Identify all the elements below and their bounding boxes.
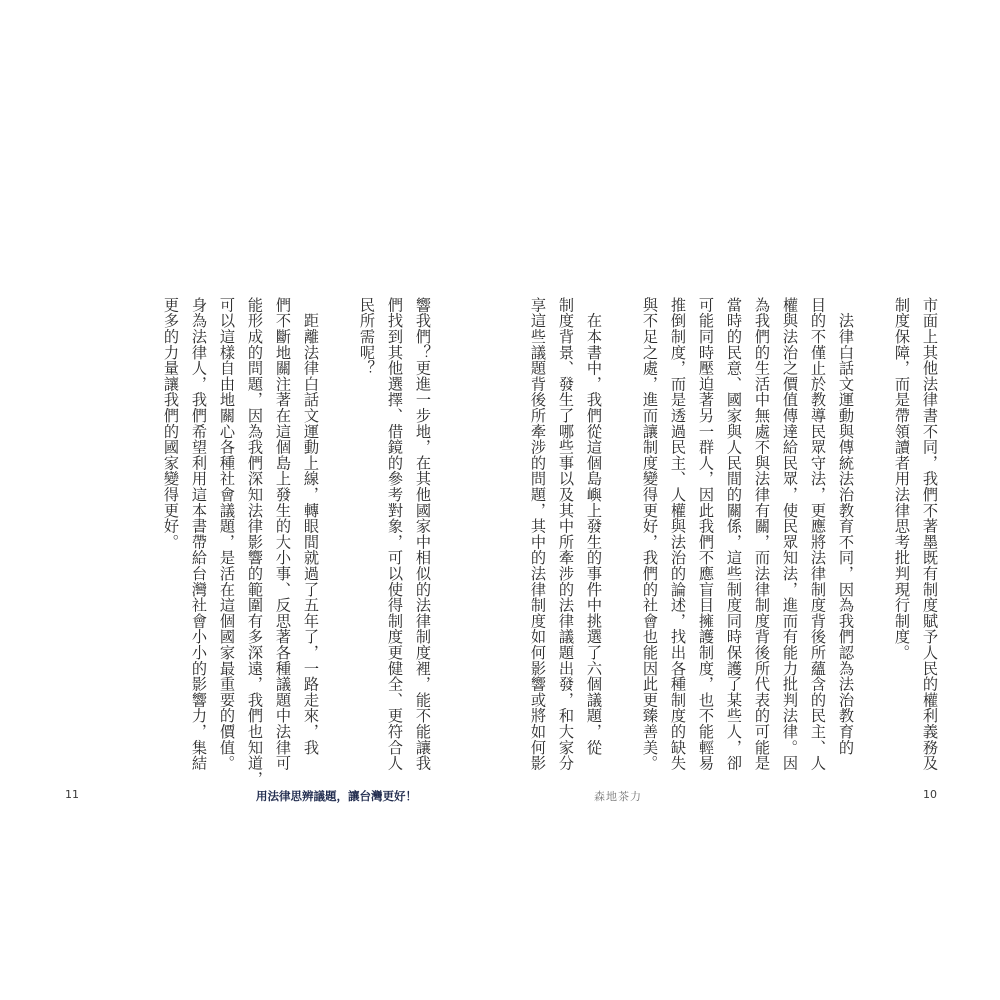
right-page-line-11: 與不足之處，進而讓制度變得更好，我們的社會也能因此更臻善美。 — [641, 297, 659, 771]
running-title: 用法律思辨議題，讓台灣更好！ — [256, 789, 417, 803]
right-page-number: 10 — [923, 788, 937, 801]
right-page-line-9: 可能同時壓迫著另一群人，因此我們不應盲目擁護制度，也不能輕易 — [697, 297, 715, 771]
left-page-line-10: 更多的力量讓我們的國家變得更好。 — [162, 297, 180, 550]
left-page-line-4 — [325, 297, 353, 717]
left-page-line-1: 響我們？更進一步地，在其他國家中相似的法律制度裡，能不能讓我 — [414, 297, 432, 771]
right-page-line-12 — [608, 297, 636, 717]
left-page-number: 11 — [65, 788, 79, 801]
left-page-line-5: 距離法律白話文運動上線，轉眼間就過了五年了，一路走來，我 — [302, 297, 320, 756]
right-page-line-10: 推倒制度，而是透過民主、人權與法治的論述，找出各種制度的缺失 — [669, 297, 687, 771]
right-page-line-8: 當時的民意、國家與人民間的關係，這些制度同時保護了某些人，卻 — [725, 297, 743, 771]
right-page-line-1: 市面上其他法律書不同，我們不著墨既有制度賦予人民的權利義務及 — [921, 297, 939, 771]
running-logo: 森地茶力 — [594, 790, 642, 803]
left-page-line-7: 能形成的問題，因為我們深知法律影響的範圍有多深遠，我們也知道， — [246, 297, 264, 787]
right-page-line-6: 權與法治之價值傳達給民眾，使民眾知法，進而有能力批判法律。因 — [781, 297, 799, 771]
right-page-line-2: 制度保障，而是帶領讀者用法律思考批判現行制度。 — [893, 297, 911, 661]
right-page-line-3 — [860, 297, 888, 717]
left-page-line-8: 可以這樣自由地關心各種社會議題，是活在這個國家最重要的價值。 — [218, 297, 236, 771]
right-page-line-13: 在本書中，我們從這個島嶼上發生的事件中挑選了六個議題，從 — [585, 297, 603, 756]
left-page-line-3: 民所需呢？ — [358, 297, 376, 376]
left-page-line-9: 身為法律人，我們希望利用這本書帶給台灣社會小小的影響力，集結 — [190, 297, 208, 771]
right-page-line-15: 享這些議題背後所牽涉的問題，其中的法律制度如何影響或將如何影 — [529, 297, 547, 771]
right-page-line-14: 制度背景、發生了哪些事以及其中所牽涉的法律議題出發，和大家分 — [557, 297, 575, 771]
left-page-line-2: 們找到其他選擇、借鏡的參考對象，可以使得制度更健全、更符合人 — [386, 297, 404, 771]
right-page-line-4: 法律白話文運動與傳統法治教育不同，因為我們認為法治教育的 — [837, 297, 855, 756]
right-page-line-5: 目的不僅止於教導民眾守法，更應將法律制度背後所蘊含的民主、人 — [809, 297, 827, 771]
left-page-line-6: 們不斷地關注著在這個島上發生的大小事、反思著各種議題中法律可 — [274, 297, 292, 771]
right-page-line-7: 為我們的生活中無處不與法律有關，而法律制度背後所代表的可能是 — [753, 297, 771, 771]
